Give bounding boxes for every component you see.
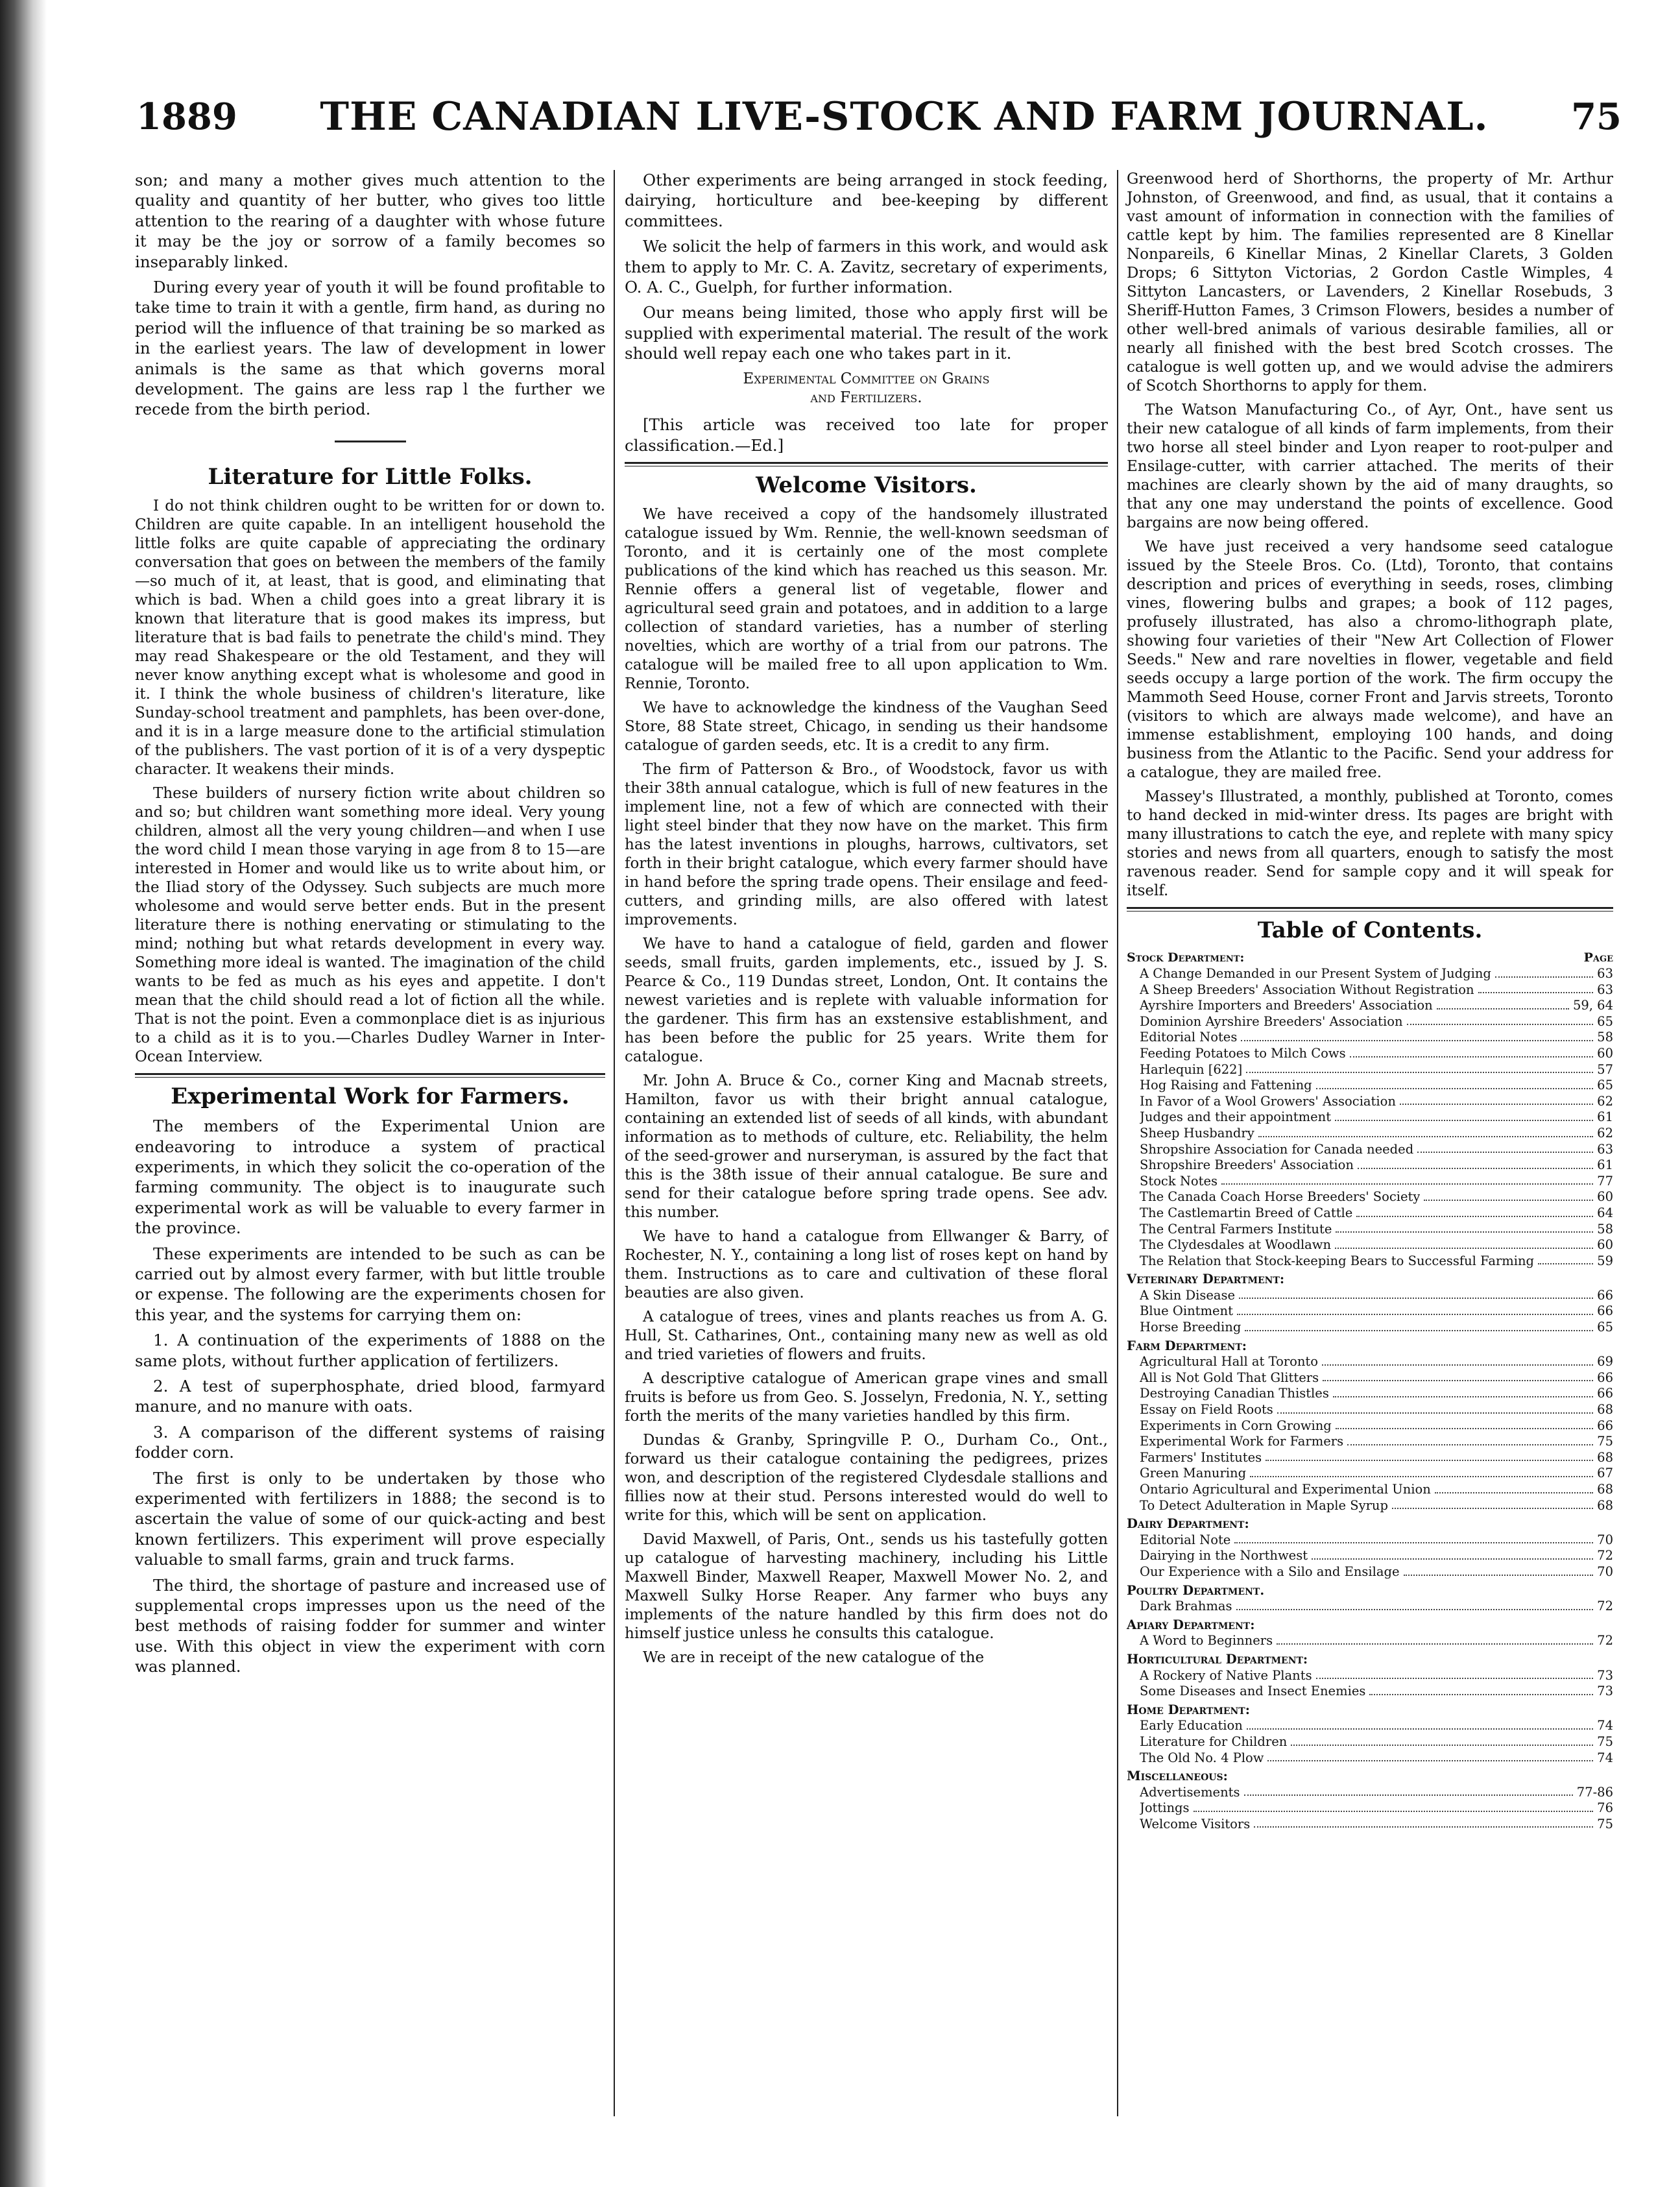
toc-entry-title: Sheep Husbandry bbox=[1140, 1125, 1254, 1141]
paragraph: The members of the Experimental Union are endeavoring to introduce a system of practical experiments, in which they solicit the co-operation of the farming community. The object is to inaugurate such experimental work as will be valuable to every farmer in the province. bbox=[135, 1117, 605, 1238]
toc-entry-page: 75 bbox=[1597, 1734, 1613, 1749]
toc-entry-page: 62 bbox=[1597, 1125, 1613, 1141]
toc-leader-dots bbox=[1437, 998, 1569, 1009]
toc-leader-dots bbox=[1221, 1174, 1593, 1185]
toc-entry-page: 65 bbox=[1597, 1013, 1613, 1029]
toc-leader-dots bbox=[1336, 1222, 1593, 1233]
toc-entry bbox=[1127, 1718, 1613, 1734]
toc-section-name: Horticultural Department: bbox=[1127, 1651, 1308, 1667]
paragraph: The firm of Patterson & Bro., of Woodstock, favor us with their 38th annual catalogue, which is full of new features in the implement line, not a few of which are connected with their light steel binder that they now have on the market. This firm has the latest inventions in ploughs, harrows, cultivators, set forth in their bright catalogue, which every farmer should have in hand before the spring trade opens. Their ensilage and feed-cutters, and grinding mills, are also offered with latest improvements. bbox=[625, 760, 1108, 928]
toc-entry-title: The Clydesdales at Woodlawn bbox=[1140, 1237, 1332, 1253]
toc-entry-title: The Old No. 4 Plow bbox=[1140, 1750, 1264, 1765]
toc-entry-title: Some Diseases and Insect Enemies bbox=[1140, 1684, 1366, 1699]
toc-section-name: Dairy Department: bbox=[1127, 1516, 1249, 1532]
masthead-year: 1889 bbox=[136, 95, 237, 138]
paragraph: We solicit the help of farmers in this work, and would ask them to apply to Mr. C. A. Zavitz, secretary of experiments, O. A. C., Guelph, for further information. bbox=[625, 237, 1108, 297]
column-3 bbox=[1127, 170, 1613, 1832]
toc-entry-page: 68 bbox=[1597, 1402, 1613, 1418]
paragraph: During every year of youth it will be found profitable to take time to train it with a gentle, firm hand, as during no period will the influence of that training be so marked as in the earliest years. The law of development in lower animals is the same as that which governs moral development. The gains are less rap l the further we recede from the birth period. bbox=[135, 278, 605, 419]
toc-leader-dots bbox=[1291, 1734, 1593, 1746]
toc-entry-page: 66 bbox=[1597, 1303, 1613, 1319]
toc-entry-title: Dark Brahmas bbox=[1140, 1599, 1232, 1614]
heading-literature-for-little-folks: Literature for Little Folks. bbox=[208, 464, 533, 490]
section-rule bbox=[135, 1073, 605, 1078]
toc-entry-title: Experimental Work for Farmers bbox=[1140, 1434, 1344, 1449]
toc-entry-page: 77 bbox=[1597, 1173, 1613, 1189]
toc-entry-page: 60 bbox=[1597, 1237, 1613, 1253]
toc-entry-title: A Change Demanded in our Present System of Judging bbox=[1140, 966, 1491, 981]
toc-entry bbox=[1127, 1288, 1613, 1304]
toc-entry-page: 58 bbox=[1597, 1221, 1613, 1237]
toc-leader-dots bbox=[1335, 1237, 1593, 1249]
toc-entry-page: 70 bbox=[1597, 1564, 1613, 1579]
signature-line: Experimental Committee on Grains bbox=[743, 370, 990, 387]
toc-entry-page: 74 bbox=[1597, 1750, 1613, 1765]
toc-entry bbox=[1127, 1189, 1613, 1205]
toc-entry bbox=[1127, 1734, 1613, 1750]
toc-entry-title: The Central Farmers Institute bbox=[1140, 1221, 1332, 1237]
toc-entry-page: 68 bbox=[1597, 1449, 1613, 1465]
toc-leader-dots bbox=[1323, 1370, 1593, 1382]
toc-entry-title: Judges and their appointment bbox=[1140, 1109, 1332, 1125]
toc-entry bbox=[1127, 1174, 1613, 1190]
toc-leader-dots bbox=[1277, 1402, 1593, 1414]
toc-entry-page: 67 bbox=[1597, 1466, 1613, 1481]
toc-entry-title: The Relation that Stock-keeping Bears to Successful Farming bbox=[1140, 1253, 1535, 1268]
toc-entry-title: Welcome Visitors bbox=[1140, 1816, 1251, 1831]
toc-leader-dots bbox=[1316, 1668, 1594, 1680]
toc-leader-dots bbox=[1247, 1718, 1593, 1730]
paragraph: Dundas & Granby, Springville P. O., Durham Co., Ont., forward us their catalogue containing the pedigrees, prizes won, and description of the registered Clydesdale stallions and fillies now at their stud. Persons interested would do well to write for this, which will be sent on application. bbox=[625, 1431, 1108, 1524]
toc-entry bbox=[1127, 1402, 1613, 1418]
toc-entry bbox=[1127, 1817, 1613, 1833]
toc-entry-title: Harlequin [622] bbox=[1140, 1061, 1243, 1077]
toc-entry-title: Stock Notes bbox=[1140, 1173, 1218, 1189]
toc-entry-title: Our Experience with a Silo and Ensilage bbox=[1140, 1564, 1400, 1579]
toc-entry bbox=[1127, 1548, 1613, 1564]
toc-entry-title: Jottings bbox=[1140, 1800, 1190, 1816]
toc-entry-page: 58 bbox=[1597, 1030, 1613, 1045]
heading-welcome-visitors: Welcome Visitors. bbox=[756, 472, 977, 499]
toc-section-name: Veterinary Department: bbox=[1127, 1272, 1285, 1287]
toc-entry bbox=[1127, 1320, 1613, 1336]
toc-entry-title: Green Manuring bbox=[1140, 1466, 1247, 1481]
toc-entry-page: 59, 64 bbox=[1572, 998, 1613, 1013]
toc-entry bbox=[1127, 1800, 1613, 1817]
toc-entry-page: 61 bbox=[1597, 1157, 1613, 1173]
paragraph: Other experiments are being arranged in stock feeding, dairying, horticulture and bee-keeping by different committees. bbox=[625, 171, 1108, 230]
toc-leader-dots bbox=[1239, 1288, 1593, 1299]
toc-entry bbox=[1127, 1498, 1613, 1514]
toc-leader-dots bbox=[1277, 1633, 1593, 1645]
toc-entry-page: 65 bbox=[1597, 1320, 1613, 1335]
toc-entry-title: A Rockery of Native Plants bbox=[1140, 1667, 1312, 1683]
toc-entry-page: 75 bbox=[1597, 1434, 1613, 1449]
toc-entry-page: 73 bbox=[1597, 1684, 1613, 1699]
paragraph: 1. A continuation of the experiments of 1888 on the same plots, without further application of fertilizers. bbox=[135, 1331, 605, 1370]
toc-entry-page: 66 bbox=[1597, 1287, 1613, 1303]
toc-leader-dots bbox=[1435, 1482, 1593, 1493]
toc-entry-title: Destroying Canadian Thistles bbox=[1140, 1386, 1329, 1401]
paragraph: 2. A test of superphosphate, dried blood, farmyard manure, and no manure with oats. bbox=[135, 1376, 605, 1416]
toc-leader-dots bbox=[1234, 1532, 1593, 1544]
toc-entry-title: A Sheep Breeders' Association Without Registration bbox=[1140, 982, 1474, 997]
toc-entry bbox=[1127, 1434, 1613, 1450]
table-of-contents bbox=[1127, 950, 1613, 1832]
toc-leader-dots bbox=[1236, 1599, 1594, 1610]
toc-entry-title: Literature for Children bbox=[1140, 1734, 1288, 1749]
toc-leader-dots bbox=[1369, 1684, 1593, 1695]
toc-leader-dots bbox=[1237, 1303, 1593, 1315]
toc-leader-dots bbox=[1478, 982, 1594, 994]
toc-entry bbox=[1127, 1684, 1613, 1700]
signature-line: and Fertilizers. bbox=[810, 389, 922, 407]
toc-leader-dots bbox=[1258, 1126, 1593, 1137]
toc-entry bbox=[1127, 1354, 1613, 1370]
heading-table-of-contents: Table of Contents. bbox=[1257, 917, 1483, 943]
column-rule-2 bbox=[1117, 170, 1118, 2116]
paragraph: I do not think children ought to be written for or down to. Children are quite capable. In an intelligent household the little folks are quite capable of appreciating the ordinary conversation that goes on between the members of the family—so much of it, at least, that is good, and eliminating that which is bad. When a child goes into a great library it is known that literature that is good makes its impress, but literature that is bad fails to penetrate the child's mind. They may read Shakespeare or the old Testament, and they will never know anything except what is wholesome and good in it. I think the whole business of children's literature, like Sunday-school treatment and pamphlets, has been over-done, and it is in a large measure done to the artificial stimulation of the publishers. The vast portion of it is of a very dyspeptic character. It weakens their minds. bbox=[135, 497, 605, 778]
toc-entry-title: Advertisements bbox=[1140, 1784, 1240, 1800]
toc-entry bbox=[1127, 1418, 1613, 1434]
toc-entry bbox=[1127, 1014, 1613, 1030]
section-rule bbox=[1127, 907, 1613, 912]
toc-leader-dots bbox=[1333, 1386, 1593, 1397]
toc-entry-page: 60 bbox=[1597, 1045, 1613, 1061]
toc-entry bbox=[1127, 1126, 1613, 1142]
toc-entry bbox=[1127, 1237, 1613, 1253]
toc-leader-dots bbox=[1245, 1320, 1593, 1331]
toc-entry-page: 61 bbox=[1597, 1109, 1613, 1125]
toc-leader-dots bbox=[1335, 1109, 1593, 1121]
toc-section-name: Miscellaneous: bbox=[1127, 1769, 1228, 1784]
toc-leader-dots bbox=[1246, 1062, 1593, 1074]
toc-entry-page: 70 bbox=[1597, 1532, 1613, 1547]
paragraph: The Watson Manufacturing Co., of Ayr, Ont., have sent us their new catalogue of all kinds of farm implements, from their two horse all steel binder and Lyon reaper to root-pulper and Ensilage-cutter, with carrier attached. The merits of their machines are clearly shown by the aid of many draughts, so that any one may understand the points of excellence. Good bargains are now being offered. bbox=[1127, 402, 1613, 531]
page-binding-edge bbox=[0, 0, 47, 2187]
masthead-title: THE CANADIAN LIVE-STOCK AND FARM JOURNAL. bbox=[320, 94, 1489, 139]
paragraph: Our means being limited, those who apply first will be supplied with experimental material. The result of the work should well repay each one who takes part in it. bbox=[625, 303, 1108, 363]
toc-entry bbox=[1127, 1466, 1613, 1482]
toc-entry-page: 74 bbox=[1597, 1718, 1613, 1734]
toc-entry-page: 65 bbox=[1597, 1078, 1613, 1093]
toc-leader-dots bbox=[1194, 1800, 1594, 1812]
paragraph: We have received a copy of the handsomely illustrated catalogue issued by Wm. Rennie, the well-known seedsman of Toronto, and it is certainly one of the most complete publications of the kind which has reached us this season. Mr. Rennie offers a general list of vegetable, flower and agricultural seed grain and potatoes, and in addition to a large collection of standard varieties, has a number of sterling novelties, which are worthy of a trial from our patrons. The catalogue will be mailed free to all upon application to Wm. Rennie, Toronto. bbox=[625, 505, 1108, 692]
paragraph: We are in receipt of the new catalogue of the bbox=[643, 1649, 985, 1666]
toc-entry bbox=[1127, 1450, 1613, 1466]
toc-entry bbox=[1127, 1222, 1613, 1238]
paragraph: 3. A comparison of the different systems of raising fodder corn. bbox=[135, 1422, 605, 1462]
paragraph: A catalogue of trees, vines and plants reaches us from A. G. Hull, St. Catharines, Ont., containing many new as well as old and tried varieties of flowers and fruits. bbox=[625, 1308, 1108, 1363]
toc-entry bbox=[1127, 998, 1613, 1014]
paragraph: Greenwood herd of Shorthorns, the property of Mr. Arthur Johnston, of Greenwood, and find, as usual, that it contains a vast amount of information in connection with the families of cattle kept by him. The families represented are 8 Kinellar Nonpareils, 6 Kinellar Minas, 2 Kinellar Clarets, 3 Golden Drops; 6 Sittyton Victorias, 2 Gordon Castle Wimples, 4 Sittyton Lancasters, or Lavenders, 2 Kinellar Rosebuds, 3 Sheriff-Hutton Fames, 3 Crimson Flowers, besides a number of other well-bred animals of various desirable families, all or nearly all finished with the best bred Scotch crosses. The catalogue is well gotten up, and we would advise the admirers of Scotch Shorthorns to apply for them. bbox=[1127, 171, 1613, 394]
toc-entry-title: All is Not Gold That Glitters bbox=[1140, 1370, 1319, 1385]
paragraph: We have to hand a catalogue from Ellwanger & Barry, of Rochester, N. Y., containing a long list of roses kept on hand by them. Instructions as to care and cultivation of these floral beauties are also given. bbox=[625, 1227, 1108, 1301]
toc-leader-dots bbox=[1495, 966, 1593, 978]
toc-entry-title: To Detect Adulteration in Maple Syrup bbox=[1140, 1497, 1388, 1513]
toc-entry-page: 75 bbox=[1597, 1816, 1613, 1831]
toc-entry-title: Shropshire Breeders' Association bbox=[1140, 1157, 1354, 1173]
toc-entry bbox=[1127, 966, 1613, 982]
toc-leader-dots bbox=[1538, 1253, 1593, 1265]
toc-entry bbox=[1127, 1668, 1613, 1684]
toc-entry-page: 57 bbox=[1597, 1061, 1613, 1077]
toc-leader-dots bbox=[1358, 1157, 1593, 1169]
toc-leader-dots bbox=[1392, 1498, 1593, 1510]
toc-entry-page: 59 bbox=[1597, 1253, 1613, 1268]
toc-entry-title: Dairying in the Northwest bbox=[1140, 1548, 1308, 1564]
toc-entry-title: Essay on Field Roots bbox=[1140, 1402, 1273, 1418]
toc-section-name: Home Department: bbox=[1127, 1702, 1250, 1717]
toc-entry bbox=[1127, 1785, 1613, 1801]
toc-leader-dots bbox=[1322, 1354, 1593, 1366]
toc-entry-title: In Favor of a Wool Growers' Association bbox=[1140, 1093, 1396, 1109]
toc-section-name: Stock Department: bbox=[1127, 950, 1245, 965]
toc-entry bbox=[1127, 1386, 1613, 1402]
toc-leader-dots bbox=[1336, 1418, 1593, 1430]
toc-entry bbox=[1127, 982, 1613, 998]
toc-entry-page: 66 bbox=[1597, 1418, 1613, 1433]
toc-entry-title: Early Education bbox=[1140, 1718, 1243, 1734]
paragraph: A descriptive catalogue of American grape vines and small fruits is before us from Geo. S. Josselyn, Fredonia, N. Y., setting forth the merits of the many varieties handled by this firm. bbox=[625, 1370, 1108, 1425]
toc-leader-dots bbox=[1266, 1450, 1593, 1462]
toc-entry-title: A Skin Disease bbox=[1140, 1287, 1236, 1303]
toc-leader-dots bbox=[1244, 1785, 1573, 1796]
toc-entry-title: Shropshire Association for Canada needed bbox=[1140, 1141, 1414, 1157]
toc-entry-title: Blue Ointment bbox=[1140, 1303, 1233, 1319]
paragraph: Massey's Illustrated, a monthly, published at Toronto, comes to hand decked in mid-winter dress. Its pages are bright with many illustrations to catch the eye, and replete with many spicy stories and news from all quarters, enough to satisfy the most ravenous reader. Send for sample copy and it will speak for itself. bbox=[1127, 788, 1613, 899]
toc-entry-title: Farmers' Institutes bbox=[1140, 1449, 1262, 1465]
toc-section-name: Farm Department: bbox=[1127, 1338, 1247, 1353]
toc-entry-page: 68 bbox=[1597, 1497, 1613, 1513]
toc-entry-page: 72 bbox=[1597, 1633, 1613, 1649]
column-1 bbox=[135, 170, 605, 1682]
toc-entry-page: 69 bbox=[1597, 1354, 1613, 1370]
toc-entry bbox=[1127, 1142, 1613, 1158]
toc-entry-page: 72 bbox=[1597, 1548, 1613, 1564]
toc-entry bbox=[1127, 1532, 1613, 1549]
toc-entry bbox=[1127, 1750, 1613, 1767]
toc-entry-title: Ayrshire Importers and Breeders' Association bbox=[1140, 998, 1433, 1013]
paragraph: The third, the shortage of pasture and increased use of supplemental crops impresses upon us the need of the best methods of raising fodder for summer and winter use. With this object in view the experiment with corn was planned. bbox=[135, 1575, 605, 1676]
heading-experimental-work: Experimental Work for Farmers. bbox=[171, 1083, 570, 1109]
toc-section-name: Poultry Department. bbox=[1127, 1582, 1265, 1598]
toc-entry-page: 62 bbox=[1597, 1093, 1613, 1109]
toc-entry bbox=[1127, 1564, 1613, 1580]
toc-entry bbox=[1127, 1094, 1613, 1110]
toc-entry-page: 64 bbox=[1597, 1205, 1613, 1220]
toc-entry-title: Horse Breeding bbox=[1140, 1320, 1242, 1335]
toc-page-header: Page bbox=[1583, 950, 1613, 965]
paragraph: These builders of nursery fiction write about children so and so; but children want something more ideal. Very young children, almost all the very young children—and when I use the word child I mean those varying in age from 8 to 15—are interested in Homer and would like us to write about him, or the Iliad story of the Odyssey. Such subjects are much more wholesome and would serve better ends. But in the present literature there is nothing enervating or stimulating to the mind; nothing but what retards development in every way. Something more ideal is wanted. The imagination of the child wants to be fed as much as his eyes and appetite. I don't mean that the child should read a lot of fiction all the while. That is not the point. Even a commonplace diet is as injurious to a child as it is to you.—Charles Dudley Warner in Inter-Ocean Interview. bbox=[135, 784, 605, 1065]
toc-leader-dots bbox=[1250, 1466, 1593, 1477]
toc-entry-title: Editorial Notes bbox=[1140, 1030, 1238, 1045]
toc-entry bbox=[1127, 1599, 1613, 1615]
toc-leader-dots bbox=[1347, 1434, 1593, 1445]
toc-entry bbox=[1127, 1633, 1613, 1649]
toc-entry bbox=[1127, 1109, 1613, 1126]
toc-entry-page: 66 bbox=[1597, 1386, 1613, 1401]
toc-leader-dots bbox=[1404, 1564, 1594, 1576]
toc-entry-page: 66 bbox=[1597, 1370, 1613, 1385]
toc-entry-title: Dominion Ayrshire Breeders' Association bbox=[1140, 1013, 1403, 1029]
toc-entry bbox=[1127, 1253, 1613, 1270]
toc-entry-page: 60 bbox=[1597, 1189, 1613, 1205]
toc-entry-title: Feeding Potatoes to Milch Cows bbox=[1140, 1045, 1346, 1061]
toc-leader-dots bbox=[1424, 1189, 1593, 1201]
paragraph: These experiments are intended to be such as can be carried out by almost every farmer, with but little trouble or expense. The following are the experiments chosen for this year, and the systems for carrying them on: bbox=[135, 1244, 605, 1324]
paragraph: son; and many a mother gives much attention to the quality and quantity of her butter, who gives too little attention to the rearing of a daughter with whose future it may be the joy or sorrow of a family becomes so inseparably linked. bbox=[135, 171, 605, 271]
toc-entry-page: 76 bbox=[1597, 1800, 1613, 1816]
page-number: 75 bbox=[1571, 95, 1622, 138]
toc-leader-dots bbox=[1312, 1548, 1593, 1560]
toc-entry-title: The Canada Coach Horse Breeders' Society bbox=[1140, 1189, 1421, 1205]
toc-entry bbox=[1127, 1370, 1613, 1386]
toc-entry bbox=[1127, 1205, 1613, 1222]
toc-entry-title: A Word to Beginners bbox=[1140, 1633, 1273, 1649]
paragraph: David Maxwell, of Paris, Ont., sends us his tastefully gotten up catalogue of harvesting machinery, including his Little Maxwell Binder, Maxwell Reaper, Maxwell Mower No. 2, and Maxwell Sulky Horse Reaper. Any farmer who buys any implements of the nature handled by this firm does not do himself justice unless he consults this catalogue. bbox=[625, 1530, 1108, 1642]
toc-entry-title: Experiments in Corn Growing bbox=[1140, 1418, 1332, 1433]
toc-leader-dots bbox=[1356, 1205, 1593, 1217]
toc-entry bbox=[1127, 1046, 1613, 1062]
paragraph: We have to hand a catalogue of field, garden and flower seeds, small fruits, garden implements, etc., issued by J. S. Pearce & Co., 119 Dundas street, London, Ont. It contains the newest varieties and is replete with valuable information for the gardener. This firm has an exstensive establishment, and has been before the public for 25 years. Write them for catalogue. bbox=[625, 935, 1108, 1065]
column-2 bbox=[625, 170, 1108, 1673]
toc-entry-page: 63 bbox=[1597, 966, 1613, 981]
toc-entry bbox=[1127, 1062, 1613, 1078]
toc-first-section-header bbox=[1127, 950, 1613, 966]
toc-entry-page: 73 bbox=[1597, 1667, 1613, 1683]
paragraph: We have just received a very handsome seed catalogue issued by the Steele Bros. Co. (Ltd), Toronto, that contains description and prices of everything in seeds, roses, climbing vines, flowering bulbs and grapes; a book of 112 pages, profusely illustrated, has also a chromo-lithograph plate, showing four varieties of their "New Art Collection of Flower Seeds." New and rare novelties in flower, vegetable and field seeds occupy a large portion of the work. The firm occupy the Mammoth Seed House, corner Front and Jarvis streets, Toronto (visitors to which are always made welcome), and have an immense establishment, employing 100 hands, and doing business from the Atlantic to the Pacific. Send your address for a catalogue, they are mailed free. bbox=[1127, 538, 1613, 781]
toc-entry bbox=[1127, 1030, 1613, 1046]
section-rule bbox=[625, 462, 1108, 466]
toc-entry-title: Editorial Note bbox=[1140, 1532, 1231, 1547]
paragraph: The first is only to be undertaken by those who experimented with fertilizers in 1888; the second is to ascertain the value of some of our quick-acting and best known fertilizers. This experiment will prove especially valuable to small farms, grain and truck farms. bbox=[135, 1468, 605, 1569]
toc-entry-page: 72 bbox=[1597, 1599, 1613, 1614]
column-rule-1 bbox=[614, 170, 615, 2116]
toc-leader-dots bbox=[1350, 1046, 1594, 1057]
section-ornament bbox=[135, 430, 605, 450]
toc-section-name: Apiary Department: bbox=[1127, 1617, 1255, 1632]
paragraph: Mr. John A. Bruce & Co., corner King and Macnab streets, Hamilton, favor us with their bright annual catalogue, containing an extended list of seeds of all kinds, with abundant information as to methods of culture, etc. Reliability, the helm of the seed-grower and nurseryman, is assured by the fact that this is the 38th issue of their annual catalogue. Be sure and send for their catalogue before spring trade opens. See adv. this number. bbox=[625, 1072, 1108, 1221]
toc-leader-dots bbox=[1316, 1078, 1594, 1089]
toc-leader-dots bbox=[1400, 1094, 1593, 1106]
toc-leader-dots bbox=[1254, 1817, 1593, 1828]
toc-entry bbox=[1127, 1482, 1613, 1498]
toc-leader-dots bbox=[1417, 1142, 1593, 1154]
toc-entry bbox=[1127, 1078, 1613, 1094]
toc-leader-dots bbox=[1241, 1030, 1593, 1041]
toc-entry-title: Agricultural Hall at Toronto bbox=[1140, 1354, 1319, 1370]
toc-leader-dots bbox=[1267, 1750, 1593, 1762]
toc-entry-page: 63 bbox=[1597, 982, 1613, 997]
toc-entry-page: 68 bbox=[1597, 1482, 1613, 1497]
toc-entry-title: Ontario Agricultural and Experimental Union bbox=[1140, 1482, 1431, 1497]
toc-entry-title: Hog Raising and Fattening bbox=[1140, 1078, 1312, 1093]
masthead bbox=[136, 84, 1622, 149]
toc-entry-page: 63 bbox=[1597, 1141, 1613, 1157]
paragraph: We have to acknowledge the kindness of the Vaughan Seed Store, 88 State street, Chicago, in sending us their handsome catalogue of garden seeds, etc. It is a credit to any firm. bbox=[625, 699, 1108, 754]
toc-entry bbox=[1127, 1157, 1613, 1174]
toc-entry bbox=[1127, 1303, 1613, 1320]
toc-entry-page: 77-86 bbox=[1576, 1784, 1613, 1800]
toc-entry-title: The Castlemartin Breed of Cattle bbox=[1140, 1205, 1353, 1220]
editor-note: [This article was received too late for proper classification.—Ed.] bbox=[625, 415, 1108, 455]
toc-leader-dots bbox=[1407, 1014, 1594, 1026]
